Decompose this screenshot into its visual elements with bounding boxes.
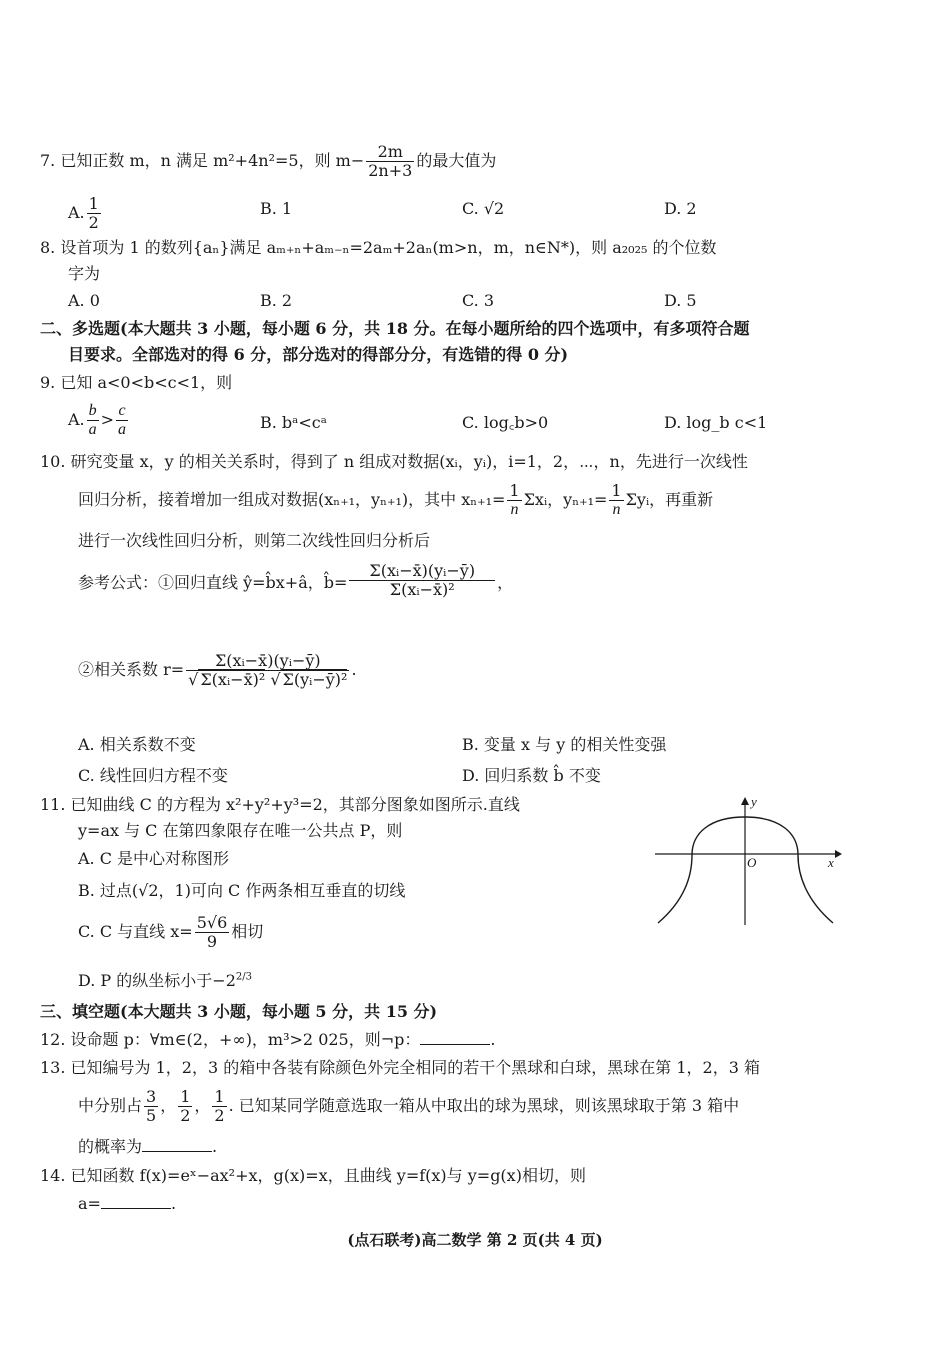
- q7-frac-num: 2m: [366, 143, 414, 162]
- q10-corr-num: Σ(xᵢ−x̄)(yᵢ−ȳ): [186, 652, 349, 671]
- q10-line2b: Σxᵢ，yₙ₊₁=: [523, 490, 608, 509]
- q13-line3-text: 的概率为: [78, 1137, 143, 1156]
- q10-ref-den: Σ(xᵢ−x̄)²: [389, 580, 455, 599]
- q7-option-b: B. 1: [260, 199, 293, 218]
- q14-line2-text: a=: [78, 1194, 101, 1213]
- q10-frac2: [609, 482, 623, 519]
- q10-frac1: [507, 482, 521, 519]
- q10-option-b: B. 变量 x 与 y 的相关性变强: [462, 735, 667, 754]
- q10-frac2-num: 1: [611, 481, 622, 500]
- graph-label-y: y: [751, 795, 757, 809]
- q10-correlation-formula: [78, 652, 357, 689]
- q9-option-a: [68, 402, 130, 439]
- section2-heading-line1: 二、多选题(本大题共 3 小题，每小题 6 分，共 18 分。在每小题所给的四个选项中，有多项符合题: [40, 319, 750, 338]
- q12-line: [40, 1029, 495, 1051]
- q10-frac1-den: n: [510, 501, 519, 518]
- q7-option-c: [462, 198, 504, 220]
- q12-text: 12. 设命题 p：∀m∈(2，+∞)，m³>2 025，则¬p：: [40, 1030, 421, 1049]
- graph-label-x: x: [828, 855, 834, 870]
- q10-option-d: D. 回归系数 b̂ 不变: [462, 766, 601, 785]
- q10-option-a: A. 相关系数不变: [78, 735, 196, 754]
- q11-option-c: [78, 914, 263, 951]
- q13-frac3: [212, 1088, 226, 1125]
- q13-line2-pre: 中分别占: [78, 1096, 143, 1115]
- q10-ref-label: 参考公式：①回归直线 ŷ=b̂x+â，b̂=: [78, 573, 348, 592]
- q13-f3-den: 2: [214, 1106, 225, 1125]
- q10-corr-den2: Σ(yᵢ−ȳ)²: [282, 670, 348, 689]
- q12-end: .: [490, 1030, 496, 1049]
- q10-line2: [78, 482, 713, 519]
- q9-optA-frac2: [116, 402, 128, 439]
- q13-answer-blank[interactable]: [142, 1137, 212, 1152]
- q7-optA-letter: A.: [68, 203, 85, 222]
- q14-line2: [78, 1193, 176, 1215]
- section3-heading: 三、填空题(本大题共 3 小题，每小题 5 分，共 15 分): [40, 1002, 438, 1021]
- q10-corr-end: .: [351, 660, 357, 679]
- q10-corr-label: ②相关系数 r=: [78, 660, 185, 679]
- q9-optA-n2: c: [116, 402, 128, 421]
- section2-heading-line2: 目要求。全部选对的得 6 分，部分选对的得部分分，有选错的得 0 分): [68, 345, 569, 364]
- q13-f1-den: 5: [146, 1106, 157, 1125]
- q7-optA-frac: [87, 195, 101, 232]
- q10-corr-den1: Σ(xᵢ−x̄)²: [200, 670, 266, 689]
- q7-frac-den: 2n+3: [368, 161, 413, 180]
- q13-f2-den: 2: [180, 1106, 191, 1125]
- q7-fraction: [366, 143, 414, 180]
- q9-optA-letter: A.: [68, 410, 85, 429]
- q11-curve-graph: [650, 795, 850, 930]
- q8-option-c: C. 3: [462, 291, 495, 310]
- graph-label-origin: O: [747, 855, 757, 870]
- x-axis-arrow: [835, 850, 842, 858]
- q11-option-d: [78, 970, 252, 992]
- q10-regression-formula: [78, 561, 514, 599]
- q7-optC-val: √2: [483, 199, 505, 218]
- page-footer: (点石联考)高二数学 第 2 页(共 4 页): [347, 1231, 603, 1249]
- q11-optD-text: D. P 的纵坐标小于−2: [78, 971, 236, 990]
- q12-answer-blank[interactable]: [420, 1030, 490, 1045]
- q11-optC-frac: [195, 914, 230, 951]
- q7-optC-letter: C.: [462, 199, 479, 218]
- q7-optA-num: 1: [88, 194, 99, 213]
- q14-end: .: [170, 1194, 177, 1213]
- q10-option-c: C. 线性回归方程不变: [78, 766, 228, 785]
- q13-frac2: [178, 1088, 192, 1125]
- q10-ref-num: Σ(xᵢ−x̄)(yᵢ−ȳ): [349, 562, 495, 581]
- q14-answer-blank[interactable]: [101, 1194, 171, 1209]
- q13-frac1: [144, 1088, 158, 1125]
- q11-optC-post: 相切: [231, 922, 264, 941]
- q8-option-d: D. 5: [664, 291, 697, 310]
- q13-line3: [78, 1136, 217, 1158]
- q10-line2c: Σyᵢ，再重新: [625, 490, 714, 509]
- q13-f2-num: 1: [180, 1087, 191, 1106]
- q7-tail: 的最大值为: [416, 151, 497, 170]
- q9-option-b: B. bᵃ<cᵃ: [260, 413, 327, 432]
- q9-optA-frac1: [87, 402, 99, 439]
- q7-optA-den: 2: [88, 213, 99, 232]
- q9-optA-d2: a: [118, 421, 127, 438]
- q9-option-c: C. log꜀b>0: [462, 413, 549, 432]
- q13-end: .: [212, 1137, 218, 1156]
- q7-stem-text: 7. 已知正数 m，n 满足 m²+4n²=5，则 m−: [40, 151, 365, 170]
- q7-option-d: D. 2: [664, 199, 697, 218]
- q10-frac1-num: 1: [509, 481, 520, 500]
- q13-line1: 13. 已知编号为 1，2，3 的箱中各装有除颜色外完全相同的若干个黑球和白球，黑球在第 1，2，3 箱: [40, 1058, 760, 1077]
- y-axis-arrow: [741, 797, 749, 805]
- q13-f3-num: 1: [214, 1087, 225, 1106]
- q10-frac2-den: n: [612, 501, 621, 518]
- q14-line1: 14. 已知函数 f(x)=eˣ−ax²+x，g(x)=x，且曲线 y=f(x)与 y=g(x)相切，则: [40, 1166, 586, 1185]
- q8-option-a: A. 0: [68, 291, 100, 310]
- q8-option-b: B. 2: [260, 291, 293, 310]
- q9-optA-n1: b: [88, 402, 97, 419]
- q13-line2-post: . 已知某同学随意选取一箱从中取出的球为黑球，则该黑球取于第 3 箱中: [228, 1096, 740, 1115]
- q10-line1: 10. 研究变量 x，y 的相关关系时，得到了 n 组成对数据(xᵢ，yᵢ)，i=1，2，⋯，n，先进行一次线性: [40, 452, 748, 471]
- q9-stem: 9. 已知 a<0<b<c<1，则: [40, 373, 233, 392]
- q11-optC-num: 5√6: [196, 913, 228, 932]
- q13-line2: 中分别占 $\frac{3}{5}$ ， $\frac{1}{2}$ ， $\frac{1}{2}$ . 已知某同学随意选取一箱从中取出的球为黑球，则该黑球取于第 3 箱中: [78, 1087, 740, 1125]
- q7-option-a: [68, 195, 103, 232]
- q9-optA-d1: a: [88, 421, 97, 438]
- q7-stem: [40, 143, 496, 180]
- q10-line2a: 回归分析，接着增加一组成对数据(xₙ₊₁，yₙ₊₁)，其中 xₙ₊₁=: [78, 490, 506, 509]
- q13-f1-num: 3: [146, 1087, 157, 1106]
- q10-ref-frac: [349, 562, 495, 599]
- q10-ref-end: ，: [497, 573, 514, 592]
- q10-corr-den: √ Σ(xᵢ−x̄)² √ Σ(yᵢ−ȳ)²: [188, 670, 348, 689]
- q8-line1: 8. 设首项为 1 的数列{aₙ}满足 aₘ₊ₙ+aₘ₋ₙ=2aₘ+2aₙ(m>n，m，n∈N*)，则 a₂₀₂₅ 的个位数: [40, 238, 717, 257]
- q11-optD-exp: 2/3: [235, 971, 252, 983]
- q11-option-a: A. C 是中心对称图形: [78, 849, 230, 868]
- q8-line2: 字为: [68, 264, 101, 283]
- q11-optC-pre: C. C 与直线 x=: [78, 922, 193, 941]
- q9-option-d: D. log_b c<1: [664, 413, 768, 432]
- q11-option-b: B. 过点(√2，1)可向 C 作两条相互垂直的切线: [78, 881, 406, 900]
- q11-optC-den: 9: [206, 932, 218, 951]
- q9-optA-op: >: [100, 410, 115, 429]
- q10-line3: 进行一次线性回归分析，则第二次线性回归分析后: [78, 531, 431, 550]
- q11-line1: 11. 已知曲线 C 的方程为 x²+y²+y³=2，其部分图象如图所示.直线: [40, 795, 520, 814]
- q11-line2: y=ax 与 C 在第四象限存在唯一公共点 P，则: [78, 821, 403, 840]
- q10-corr-frac: [186, 652, 349, 689]
